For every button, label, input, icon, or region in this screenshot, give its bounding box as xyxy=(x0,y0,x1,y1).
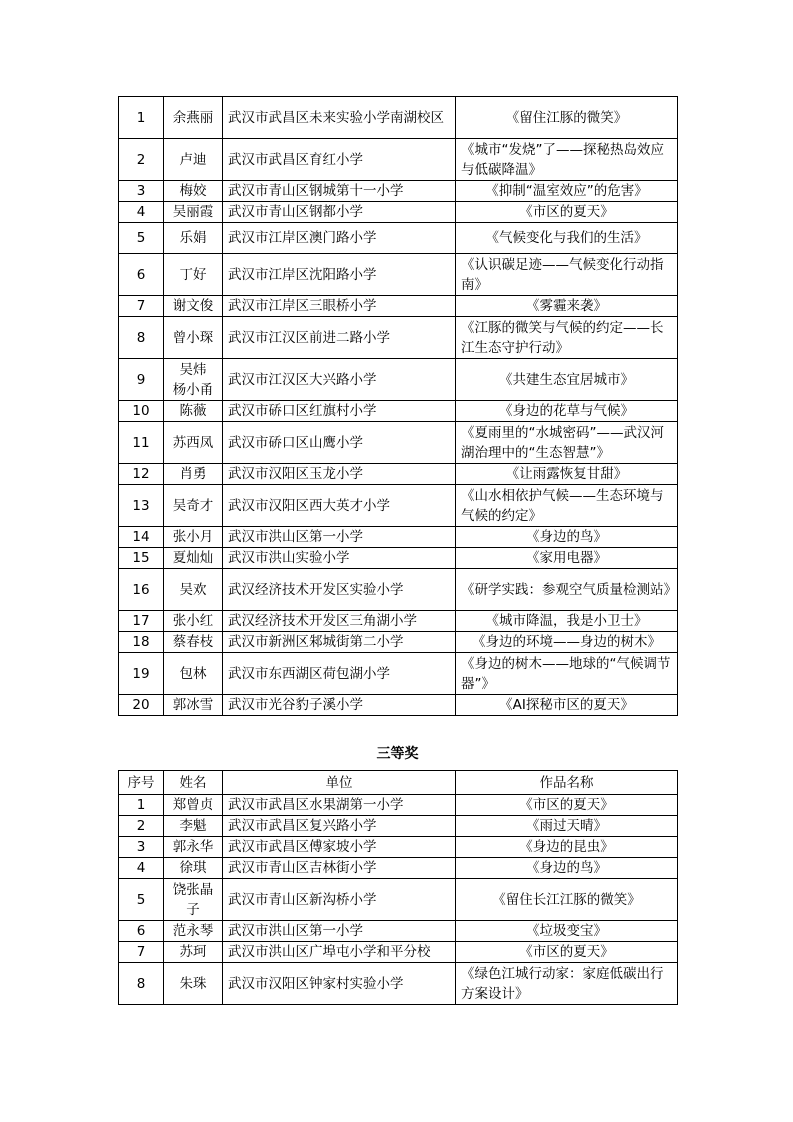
table-row xyxy=(119,632,678,653)
header-unit: 单位 xyxy=(223,771,456,795)
table-row xyxy=(119,942,678,963)
cell-no: 9 xyxy=(119,359,164,401)
cell-work: 《夏雨里的“水城密码”——武汉河湖治理中的“生态智慧”》 xyxy=(456,422,678,464)
table-row xyxy=(119,879,678,921)
cell-name: 卢迪 xyxy=(164,139,223,181)
cell-no: 2 xyxy=(119,139,164,181)
cell-work: 《市区的夏天》 xyxy=(456,202,678,223)
cell-no: 6 xyxy=(119,254,164,296)
cell-work: 《研学实践：参观空气质量检测站》 xyxy=(456,569,678,611)
table-row xyxy=(119,401,678,422)
cell-unit: 武汉市汉阳区钟家村实验小学 xyxy=(223,963,456,1005)
cell-name: 丁好 xyxy=(164,254,223,296)
cell-unit: 武汉市青山区新沟桥小学 xyxy=(223,879,456,921)
cell-unit: 武汉市江岸区三眼桥小学 xyxy=(223,296,456,317)
cell-no: 12 xyxy=(119,464,164,485)
cell-unit: 武汉市光谷豹子溪小学 xyxy=(223,695,456,716)
cell-no: 16 xyxy=(119,569,164,611)
cell-unit: 武汉市硚口区红旗村小学 xyxy=(223,401,456,422)
cell-name: 郑曾贞 xyxy=(164,795,223,816)
cell-no: 5 xyxy=(119,223,164,254)
cell-name: 张小红 xyxy=(164,611,223,632)
cell-no: 7 xyxy=(119,942,164,963)
header-name: 姓名 xyxy=(164,771,223,795)
cell-no: 15 xyxy=(119,548,164,569)
cell-unit: 武汉市武昌区水果湖第一小学 xyxy=(223,795,456,816)
table-row xyxy=(119,254,678,296)
cell-no: 17 xyxy=(119,611,164,632)
cell-name: 范永琴 xyxy=(164,921,223,942)
cell-unit: 武汉经济技术开发区三角湖小学 xyxy=(223,611,456,632)
cell-no: 7 xyxy=(119,296,164,317)
cell-name: 陈薇 xyxy=(164,401,223,422)
cell-name: 吴欢 xyxy=(164,569,223,611)
cell-work: 《身边的鸟》 xyxy=(456,527,678,548)
cell-name: 曾小琛 xyxy=(164,317,223,359)
cell-unit: 武汉经济技术开发区实验小学 xyxy=(223,569,456,611)
cell-work: 《身边的花草与气候》 xyxy=(456,401,678,422)
table-row xyxy=(119,422,678,464)
cell-unit: 武汉市武昌区未来实验小学南湖校区 xyxy=(223,97,456,139)
table-row xyxy=(119,963,678,1005)
table-row xyxy=(119,816,678,837)
table-row xyxy=(119,921,678,942)
cell-unit: 武汉市江岸区澳门路小学 xyxy=(223,223,456,254)
cell-work: 《留住长江江豚的微笑》 xyxy=(456,879,678,921)
cell-name: 梅姣 xyxy=(164,181,223,202)
table-row xyxy=(119,653,678,695)
table-row xyxy=(119,611,678,632)
cell-work: 《认识碳足迹——气候变化行动指南》 xyxy=(456,254,678,296)
table-row xyxy=(119,317,678,359)
table-row xyxy=(119,569,678,611)
cell-work: 《绿色江城行动家：家庭低碳出行方案设计》 xyxy=(456,963,678,1005)
cell-no: 4 xyxy=(119,858,164,879)
cell-unit: 武汉市新洲区邾城街第二小学 xyxy=(223,632,456,653)
cell-no: 10 xyxy=(119,401,164,422)
cell-name: 苏珂 xyxy=(164,942,223,963)
table-row xyxy=(119,464,678,485)
cell-name: 蔡春枝 xyxy=(164,632,223,653)
cell-no: 8 xyxy=(119,317,164,359)
cell-unit: 武汉市青山区钢城第十一小学 xyxy=(223,181,456,202)
cell-work: 《身边的鸟》 xyxy=(456,858,678,879)
cell-unit: 武汉市洪山实验小学 xyxy=(223,548,456,569)
cell-no: 18 xyxy=(119,632,164,653)
cell-name: 苏西凤 xyxy=(164,422,223,464)
cell-name: 余燕丽 xyxy=(164,97,223,139)
cell-name: 张小月 xyxy=(164,527,223,548)
header-work: 作品名称 xyxy=(456,771,678,795)
cell-unit: 武汉市东西湖区荷包湖小学 xyxy=(223,653,456,695)
header-no: 序号 xyxy=(119,771,164,795)
cell-unit: 武汉市武昌区复兴路小学 xyxy=(223,816,456,837)
table-row xyxy=(119,527,678,548)
cell-unit: 武汉市江岸区沈阳路小学 xyxy=(223,254,456,296)
cell-no: 5 xyxy=(119,879,164,921)
cell-name: 郭冰雪 xyxy=(164,695,223,716)
cell-name: 朱珠 xyxy=(164,963,223,1005)
cell-work: 《气候变化与我们的生活》 xyxy=(456,223,678,254)
cell-work: 《雨过天晴》 xyxy=(456,816,678,837)
cell-name: 夏灿灿 xyxy=(164,548,223,569)
table-row xyxy=(119,181,678,202)
cell-name: 吴奇才 xyxy=(164,485,223,527)
cell-work: 《身边的昆虫》 xyxy=(456,837,678,858)
cell-no: 3 xyxy=(119,837,164,858)
second-prize-table xyxy=(118,96,678,716)
third-prize-table-body xyxy=(119,795,678,1005)
cell-work: 《让雨露恢复甘甜》 xyxy=(456,464,678,485)
cell-unit: 武汉市武昌区傅家坡小学 xyxy=(223,837,456,858)
cell-name: 郭永华 xyxy=(164,837,223,858)
table-row xyxy=(119,97,678,139)
third-prize-title: 三等奖 xyxy=(376,746,419,762)
cell-name: 乐娟 xyxy=(164,223,223,254)
table-row xyxy=(119,858,678,879)
cell-unit: 武汉市江汉区大兴路小学 xyxy=(223,359,456,401)
cell-name: 吴丽霞 xyxy=(164,202,223,223)
cell-work: 《市区的夏天》 xyxy=(456,795,678,816)
cell-work: 《身边的树木——地球的“气候调节器”》 xyxy=(456,653,678,695)
cell-unit: 武汉市洪山区第一小学 xyxy=(223,527,456,548)
cell-no: 3 xyxy=(119,181,164,202)
cell-no: 2 xyxy=(119,816,164,837)
cell-no: 19 xyxy=(119,653,164,695)
cell-unit: 武汉市青山区吉林街小学 xyxy=(223,858,456,879)
table-row xyxy=(119,548,678,569)
cell-unit: 武汉市洪山区广埠屯小学和平分校 xyxy=(223,942,456,963)
table-row xyxy=(119,139,678,181)
cell-no: 8 xyxy=(119,963,164,1005)
cell-work: 《身边的环境——身边的树木》 xyxy=(456,632,678,653)
third-prize-table xyxy=(118,770,678,1005)
cell-name: 饶张晶子 xyxy=(164,879,223,921)
cell-work: 《城市“发烧”了——探秘热岛效应与低碳降温》 xyxy=(456,139,678,181)
cell-name: 包林 xyxy=(164,653,223,695)
cell-no: 1 xyxy=(119,795,164,816)
cell-no: 20 xyxy=(119,695,164,716)
cell-no: 6 xyxy=(119,921,164,942)
cell-unit: 武汉市硚口区山鹰小学 xyxy=(223,422,456,464)
table-row xyxy=(119,296,678,317)
cell-no: 13 xyxy=(119,485,164,527)
cell-work: 《江豚的微笑与气候的约定——长江生态守护行动》 xyxy=(456,317,678,359)
table-row xyxy=(119,695,678,716)
cell-no: 1 xyxy=(119,97,164,139)
table-header-row xyxy=(119,771,678,795)
cell-work: 《AI探秘市区的夏天》 xyxy=(456,695,678,716)
cell-no: 4 xyxy=(119,202,164,223)
table-row xyxy=(119,202,678,223)
cell-work: 《垃圾变宝》 xyxy=(456,921,678,942)
table-row xyxy=(119,837,678,858)
cell-no: 14 xyxy=(119,527,164,548)
cell-work: 《留住江豚的微笑》 xyxy=(456,97,678,139)
cell-name: 李魁 xyxy=(164,816,223,837)
cell-unit: 武汉市洪山区第一小学 xyxy=(223,921,456,942)
cell-work: 《雾霾来袭》 xyxy=(456,296,678,317)
table-row xyxy=(119,795,678,816)
cell-unit: 武汉市青山区钢都小学 xyxy=(223,202,456,223)
cell-work: 《家用电器》 xyxy=(456,548,678,569)
cell-unit: 武汉市武昌区育红小学 xyxy=(223,139,456,181)
cell-unit: 武汉市汉阳区西大英才小学 xyxy=(223,485,456,527)
cell-work: 《共建生态宜居城市》 xyxy=(456,359,678,401)
cell-name: 肖勇 xyxy=(164,464,223,485)
table-row xyxy=(119,485,678,527)
cell-no: 11 xyxy=(119,422,164,464)
table-row xyxy=(119,223,678,254)
second-prize-table-body xyxy=(119,97,678,716)
cell-unit: 武汉市汉阳区玉龙小学 xyxy=(223,464,456,485)
cell-name: 吴炜 杨小甬 xyxy=(164,359,223,401)
cell-work: 《山水相依护气候——生态环境与气候的约定》 xyxy=(456,485,678,527)
cell-work: 《市区的夏天》 xyxy=(456,942,678,963)
cell-name: 徐琪 xyxy=(164,858,223,879)
cell-name: 谢文俊 xyxy=(164,296,223,317)
cell-unit: 武汉市江汉区前进二路小学 xyxy=(223,317,456,359)
cell-work: 《抑制“温室效应”的危害》 xyxy=(456,181,678,202)
table-row xyxy=(119,359,678,401)
cell-work: 《城市降温，我是小卫士》 xyxy=(456,611,678,632)
